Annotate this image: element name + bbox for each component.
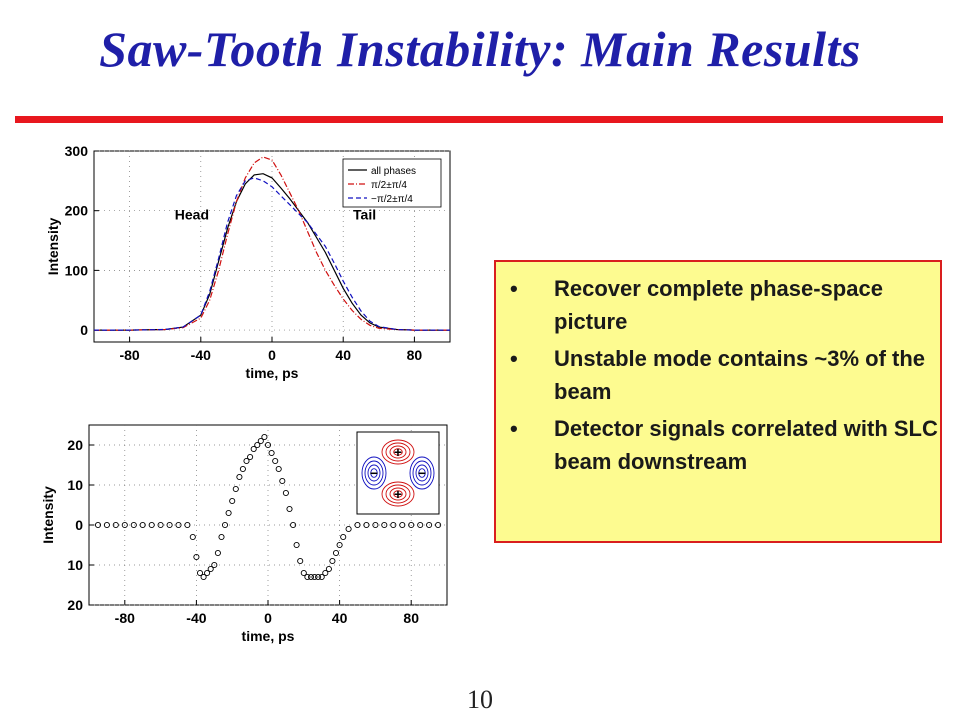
bullet-item: [496, 412, 940, 478]
x-tick-label: 0: [268, 347, 276, 363]
legend-entry: −π/2±π/4: [371, 194, 413, 205]
bullet-list: [496, 262, 940, 478]
x-tick-label: 80: [403, 610, 419, 626]
results-box: [494, 260, 942, 543]
y-tick-label: 20: [67, 437, 83, 453]
inset-label: +: [393, 486, 403, 502]
x-tick-label: -40: [186, 610, 207, 626]
bullet-marker: •: [510, 276, 518, 301]
x-tick-label: -40: [190, 347, 211, 363]
y-tick-label: 10: [67, 557, 83, 573]
inset-label: +: [393, 444, 403, 460]
bullet-item: [496, 342, 940, 408]
page-number: 10: [467, 685, 493, 714]
bullet-marker: •: [510, 416, 518, 441]
x-tick-label: 80: [406, 347, 423, 363]
x-tick-label: 0: [264, 610, 272, 626]
inset-label: −: [417, 465, 427, 481]
y-tick-label: 300: [64, 143, 88, 159]
slide-title: Saw-Tooth Instability: Main Results: [99, 21, 861, 77]
x-tick-label: -80: [114, 610, 135, 626]
x-tick-label: 40: [331, 610, 348, 626]
legend-entry: π/2±π/4: [371, 180, 407, 191]
x-axis-label: time, ps: [241, 628, 295, 644]
plot-annotation: Tail: [353, 206, 377, 223]
unstable-mode-plot: [0, 0, 470, 660]
x-axis-label: time, ps: [245, 365, 299, 381]
y-tick-label: 0: [80, 322, 88, 339]
y-tick-label: 20: [67, 597, 83, 613]
plot-annotation: Head: [174, 206, 210, 223]
bullet-item: [496, 272, 940, 338]
legend-entry: all phases: [371, 166, 417, 177]
bullet-text: Detector signals correlated with SLC beam downstream: [554, 416, 938, 474]
y-axis-label: Intensity: [40, 486, 56, 544]
bullet-text: Recover complete phase-space picture: [554, 276, 883, 334]
y-tick-label: 100: [64, 262, 88, 279]
bullet-marker: •: [510, 346, 518, 371]
y-axis-label: Intensity: [45, 217, 61, 276]
bullet-text: Unstable mode contains ~3% of the beam: [554, 346, 926, 404]
x-tick-label: 40: [335, 347, 351, 363]
y-tick-label: 200: [64, 202, 88, 219]
y-tick-label: 0: [75, 517, 83, 533]
inset-label: −: [369, 465, 379, 481]
x-tick-label: -80: [119, 347, 140, 363]
y-tick-label: 10: [67, 477, 83, 493]
